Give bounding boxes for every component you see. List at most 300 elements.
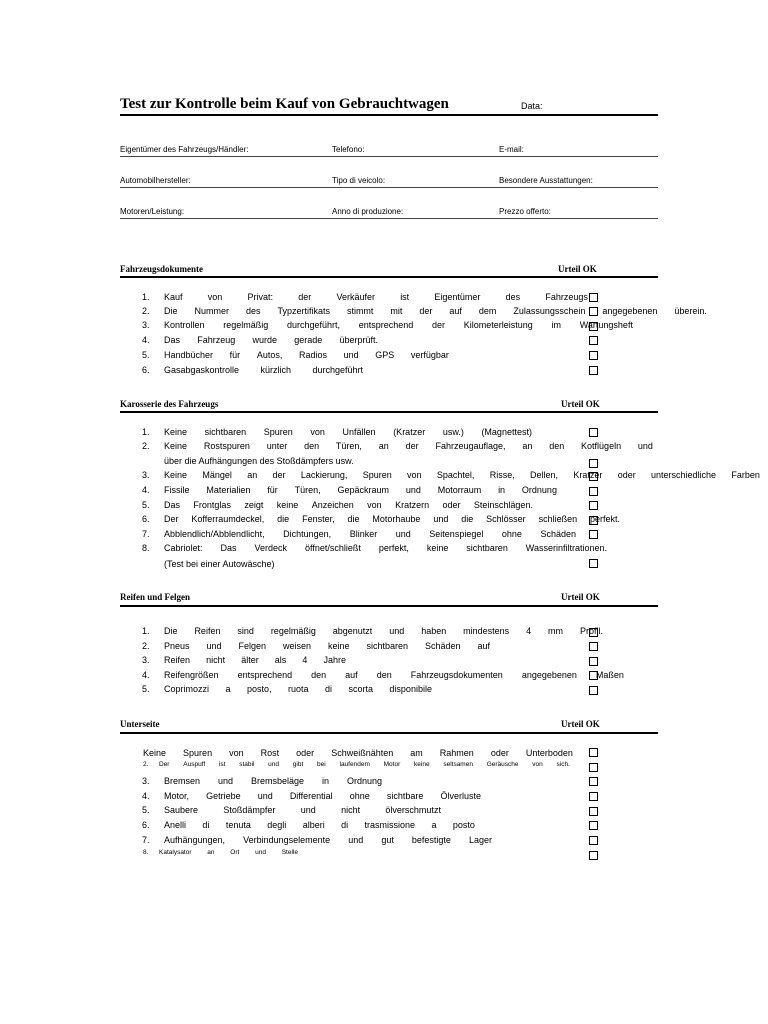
item-word: Der	[164, 514, 179, 524]
item-word: Kontrollen	[164, 320, 205, 330]
item-word: ist	[218, 761, 226, 768]
ok-checkbox[interactable]	[589, 336, 598, 345]
item-word: unter	[266, 441, 288, 451]
item-word: Profil.	[579, 626, 603, 636]
item-word: gerade	[294, 335, 323, 345]
ok-checkbox[interactable]	[589, 428, 598, 437]
item-word: Motorhaube	[372, 514, 421, 524]
item-word: GPS	[375, 350, 395, 360]
checklist-item-text	[164, 543, 607, 553]
item-word: regelmäßig	[223, 320, 269, 330]
item-word: regelmäßig	[270, 626, 316, 636]
item-number: 5.	[142, 350, 150, 360]
page-title: Test zur Kontrolle beim Kauf von Gebrauchtwagen	[120, 96, 449, 112]
item-word: sind	[237, 626, 254, 636]
item-word: Unfällen	[342, 427, 376, 437]
item-number: 1.	[142, 292, 150, 302]
item-word: und	[300, 805, 316, 815]
item-word: oder	[490, 748, 509, 758]
item-number: 4.	[142, 335, 150, 345]
ok-checkbox[interactable]	[589, 293, 598, 302]
ok-checkbox[interactable]	[589, 322, 598, 331]
item-word: ist	[400, 292, 410, 302]
item-word: oder	[296, 748, 315, 758]
item-word: ohne	[501, 529, 522, 539]
item-word: Coprimozzi	[164, 684, 210, 694]
urteil-ok-header: Urteil OK	[561, 399, 600, 409]
item-word: keine	[276, 500, 299, 510]
item-word: Frontglas	[193, 500, 231, 510]
item-word: Katalysator	[159, 849, 192, 856]
item-word: der	[405, 441, 419, 451]
checklist-item-continuation: über die Aufhängungen des Stoßdämpfers usw.	[164, 456, 354, 466]
checklist-item-text	[164, 529, 576, 539]
ok-checkbox[interactable]	[589, 559, 598, 568]
item-word: perfekt,	[378, 543, 409, 553]
item-word: dem	[478, 306, 497, 316]
item-word: mindestens	[463, 626, 510, 636]
item-word: Verdeck	[254, 543, 288, 553]
item-word: Die	[164, 626, 178, 636]
item-word: und	[255, 849, 266, 856]
ok-checkbox[interactable]	[589, 351, 598, 360]
item-word: oder	[617, 470, 636, 480]
item-number: 3.	[142, 776, 150, 786]
item-word: die	[277, 514, 290, 524]
item-number: 2.	[142, 441, 150, 451]
ok-checkbox[interactable]	[589, 307, 598, 316]
item-word: Türen,	[335, 441, 362, 451]
item-word: ohne	[349, 791, 370, 801]
item-word: Maßen	[595, 670, 624, 680]
item-word: Türen,	[294, 485, 321, 495]
item-word: stimmt	[346, 306, 374, 316]
item-word: scorta	[348, 684, 373, 694]
item-word: den	[549, 441, 565, 451]
item-word: Reifengrößen	[164, 670, 219, 680]
item-word: älter	[241, 655, 259, 665]
item-word: und	[217, 776, 234, 786]
item-word: Ölverluste	[440, 791, 481, 801]
item-word: keine	[327, 641, 350, 651]
checklist-item-text	[164, 514, 620, 524]
item-word: den	[304, 441, 320, 451]
item-word: überein.	[674, 306, 707, 316]
item-word: an	[247, 470, 258, 480]
ok-checkbox[interactable]	[589, 516, 598, 525]
item-number: 3.	[142, 655, 150, 665]
checklist-item-text	[164, 485, 557, 495]
item-number: 3.	[142, 470, 150, 480]
checklist-item-text	[164, 805, 441, 815]
item-word: von	[310, 427, 325, 437]
checklist-item-text	[164, 835, 492, 845]
item-word: der	[419, 306, 433, 316]
section-title: Fahrzeugsdokumente	[120, 264, 203, 274]
item-word: Zulassungsschein	[513, 306, 586, 316]
item-word: wurde	[252, 335, 277, 345]
urteil-ok-header: Urteil OK	[561, 592, 600, 602]
item-word: Lackierung,	[300, 470, 348, 480]
item-word: Dichtungen,	[283, 529, 332, 539]
item-word: an	[522, 441, 533, 451]
item-word: von	[367, 500, 382, 510]
item-word: disponibile	[389, 684, 432, 694]
ok-checkbox[interactable]	[589, 763, 598, 772]
item-word: Spachtel,	[436, 470, 475, 480]
field-rule	[120, 187, 658, 188]
item-word: Seitenspiegel	[429, 529, 484, 539]
item-word: Nummer	[194, 306, 229, 316]
section-title: Reifen und Felgen	[120, 592, 191, 602]
item-word: und	[348, 835, 364, 845]
field-rule	[120, 218, 658, 219]
item-word: von	[207, 292, 223, 302]
checklist-item-continuation: (Test bei einer Autowäsche)	[164, 559, 275, 569]
equipment-label: Besondere Ausstattungen:	[499, 176, 593, 185]
item-word: a	[225, 684, 231, 694]
item-word: Gasabgaskontrolle	[164, 365, 240, 375]
item-number: 2.	[142, 306, 150, 316]
item-number: 5.	[142, 684, 150, 694]
item-word: von	[229, 748, 244, 758]
item-word: Fenster,	[302, 514, 335, 524]
item-word: Differential	[289, 791, 333, 801]
item-word: Rost	[260, 748, 280, 758]
item-word: und	[257, 791, 273, 801]
item-number: 8.	[142, 543, 150, 553]
item-word: stabil	[239, 761, 255, 768]
item-word: und	[395, 529, 411, 539]
item-word: Rahmen	[439, 748, 474, 758]
item-word: und	[433, 514, 449, 524]
item-word: Spuren	[362, 470, 392, 480]
item-word: Mängel	[202, 470, 232, 480]
item-word: Gepäckraum	[337, 485, 389, 495]
item-word: durchgeführt,	[287, 320, 341, 330]
item-word: Keine	[164, 427, 188, 437]
item-word: weisen	[283, 641, 312, 651]
checklist-item-text	[164, 820, 475, 830]
checklist-item-text	[164, 776, 382, 786]
ok-checkbox[interactable]	[589, 628, 598, 637]
item-word: Fissile	[164, 485, 190, 495]
checklist-item-text	[164, 670, 624, 680]
ok-checkbox[interactable]	[589, 807, 598, 816]
item-word: sichtbaren	[466, 543, 508, 553]
item-word: Motor	[383, 761, 401, 768]
item-word: Aufhängungen,	[164, 835, 226, 845]
checklist-item-text	[164, 641, 490, 651]
item-word: auf	[345, 670, 358, 680]
engine-label: Motoren/Leistung:	[120, 207, 185, 216]
year-label: Anno di produzione:	[332, 207, 404, 216]
checklist-item-text	[164, 470, 760, 480]
price-label: Prezzo offerto:	[499, 207, 551, 216]
section-rule	[120, 276, 658, 278]
item-word: Steinschlägen.	[473, 500, 533, 510]
item-word: Verkäufer	[336, 292, 375, 302]
item-word: auf	[477, 641, 490, 651]
item-word: Motorraum	[437, 485, 482, 495]
ok-checkbox[interactable]	[589, 366, 598, 375]
item-number: 2.	[142, 641, 150, 651]
item-word: keine	[414, 761, 430, 768]
item-word: und	[206, 641, 222, 651]
checklist-item-text	[164, 365, 363, 375]
item-word: Typzertifikats	[277, 306, 330, 316]
item-word: mm	[548, 626, 564, 636]
item-word: Stelle	[281, 849, 298, 856]
item-word: die	[347, 514, 360, 524]
ok-checkbox[interactable]	[589, 836, 598, 845]
ok-checkbox[interactable]	[589, 642, 598, 651]
item-word: (Magnettest)	[481, 427, 532, 437]
item-word: di	[341, 820, 349, 830]
item-number: 4.	[142, 791, 150, 801]
item-word: der	[272, 470, 286, 480]
item-word: Eigentümer	[434, 292, 481, 302]
item-word: und	[389, 626, 405, 636]
checklist-item-text	[159, 849, 298, 856]
ok-checkbox[interactable]	[589, 472, 598, 481]
item-word: in	[498, 485, 506, 495]
item-word: als	[274, 655, 287, 665]
item-number: 6.	[142, 365, 150, 375]
item-word: di	[324, 684, 332, 694]
item-word: Autos,	[256, 350, 283, 360]
item-word: Kratzer	[573, 470, 603, 480]
item-word: Der	[159, 761, 170, 768]
section-rule	[120, 605, 658, 607]
item-word: am	[410, 748, 423, 758]
item-word: Unterboden	[525, 748, 573, 758]
item-word: mit	[390, 306, 403, 316]
item-word: die	[461, 514, 474, 524]
item-word: ruota	[287, 684, 309, 694]
item-number: 4.	[142, 670, 150, 680]
checklist-item-text	[164, 306, 707, 316]
item-number: 4.	[142, 485, 150, 495]
item-word: posto	[452, 820, 475, 830]
item-word: Fahrzeug	[197, 335, 236, 345]
checklist-item-text	[164, 500, 533, 510]
item-word: Motor,	[164, 791, 190, 801]
item-word: von	[532, 761, 543, 768]
item-word: Ordnung	[521, 485, 557, 495]
item-word: Schlösser	[486, 514, 526, 524]
item-word: für	[229, 350, 241, 360]
item-word: Das	[164, 500, 181, 510]
item-word: unterschiedliche	[651, 470, 717, 480]
item-number: 3.	[142, 320, 150, 330]
item-word: sichtbaren	[366, 641, 408, 651]
item-word: Cabriolet:	[164, 543, 203, 553]
item-word: Bremsen	[164, 776, 201, 786]
item-word: Anelli	[164, 820, 187, 830]
item-word: und	[268, 761, 280, 768]
ok-checkbox[interactable]	[589, 501, 598, 510]
item-word: trasmissione	[364, 820, 416, 830]
item-word: Saubere	[164, 805, 199, 815]
item-number: 6.	[142, 514, 150, 524]
section-title: Unterseite	[120, 719, 160, 729]
phone-label: Telefono:	[332, 145, 365, 154]
item-word: haben	[421, 626, 447, 636]
item-word: in	[321, 776, 329, 786]
checklist-item-text	[159, 761, 570, 768]
item-word: 4	[302, 655, 308, 665]
item-number: 1.	[142, 427, 150, 437]
item-word: und	[405, 485, 421, 495]
item-word: den	[311, 670, 327, 680]
ok-checkbox[interactable]	[589, 686, 598, 695]
item-word: befestigte	[411, 835, 451, 845]
item-word: Handbücher	[164, 350, 214, 360]
item-word: Verbindungselemente	[243, 835, 331, 845]
checklist-item-text	[164, 655, 346, 665]
item-word: Rostspuren	[203, 441, 250, 451]
item-word: Lager	[468, 835, 492, 845]
item-word: entsprechend	[237, 670, 293, 680]
item-word: Pneus	[164, 641, 190, 651]
item-word: Keine	[143, 748, 167, 758]
ok-checkbox[interactable]	[589, 459, 598, 468]
item-word: Das	[164, 335, 181, 345]
checklist-item-text	[164, 335, 378, 345]
item-word: Kilometerleistung	[463, 320, 533, 330]
item-word: nicht	[206, 655, 226, 665]
item-word: Wartungsheft	[579, 320, 633, 330]
item-word: bei	[317, 761, 326, 768]
item-word: schließen	[538, 514, 578, 524]
item-word: Reifen	[194, 626, 221, 636]
item-word: gut	[381, 835, 394, 845]
item-word: Das	[220, 543, 237, 553]
item-word: entsprechend	[358, 320, 414, 330]
ok-checkbox[interactable]	[589, 777, 598, 786]
item-word: Spuren	[263, 427, 293, 437]
checklist-item-text	[164, 427, 532, 437]
item-word: degli	[267, 820, 287, 830]
item-word: und	[343, 350, 359, 360]
date-label: Data:	[521, 101, 543, 111]
ok-checkbox[interactable]	[589, 821, 598, 830]
item-word: Auspuff	[183, 761, 206, 768]
checklist-item-text	[164, 320, 633, 330]
item-word: Spuren	[183, 748, 213, 758]
item-number: 5.	[142, 500, 150, 510]
item-number: 6.	[142, 820, 150, 830]
item-word: an	[378, 441, 389, 451]
item-word: nicht	[341, 805, 361, 815]
item-word: kürzlich	[260, 365, 291, 375]
item-word: abgenutzt	[332, 626, 373, 636]
urteil-ok-header: Urteil OK	[558, 264, 597, 274]
item-word: Kotflügeln	[581, 441, 622, 451]
item-number: 1.	[142, 626, 150, 636]
item-word: Radios	[298, 350, 327, 360]
item-word: ölverschmutzt	[385, 805, 441, 815]
ok-checkbox[interactable]	[589, 487, 598, 496]
item-word: Dellen,	[530, 470, 559, 480]
item-word: Geräusche	[486, 761, 519, 768]
item-word: von	[407, 470, 422, 480]
item-word: der	[432, 320, 446, 330]
vehicle-type-label: Tipo di veicolo:	[332, 176, 386, 185]
item-word: Fahrzeugauflage,	[435, 441, 506, 451]
item-word: zeigt	[244, 500, 264, 510]
checklist-item-text	[164, 791, 481, 801]
item-word: für	[267, 485, 278, 495]
item-word: 4	[526, 626, 532, 636]
item-word: angegebenen	[521, 670, 577, 680]
item-word: an	[207, 849, 215, 856]
section-rule	[120, 732, 658, 734]
item-word: Keine	[164, 470, 188, 480]
item-word: Schweißnähten	[331, 748, 394, 758]
checklist-item-text	[164, 292, 588, 302]
item-word: Kratzern	[395, 500, 430, 510]
item-word: sichtbaren	[204, 427, 247, 437]
item-word: Risse,	[489, 470, 515, 480]
checklist-item-text	[143, 748, 573, 758]
item-word: alberi	[302, 820, 325, 830]
item-word: auf	[449, 306, 462, 316]
item-word: laufendem	[339, 761, 370, 768]
item-word: der	[298, 292, 312, 302]
item-word: Farben	[731, 470, 760, 480]
checklist-item-text	[164, 684, 432, 694]
item-word: di	[202, 820, 210, 830]
item-word: posto,	[246, 684, 272, 694]
item-word: oder	[442, 500, 461, 510]
item-word: Ort	[230, 849, 240, 856]
ok-checkbox[interactable]	[589, 671, 598, 680]
ok-checkbox[interactable]	[589, 851, 598, 860]
item-word: usw.)	[442, 427, 464, 437]
item-word: Stoßdämpfer	[223, 805, 276, 815]
ok-checkbox[interactable]	[589, 530, 598, 539]
title-rule	[120, 114, 658, 116]
item-word: Schäden	[540, 529, 576, 539]
item-word: Schäden	[424, 641, 461, 651]
checklist-item-text	[164, 350, 449, 360]
section-rule	[120, 411, 658, 413]
ok-checkbox[interactable]	[589, 748, 598, 757]
item-word: überprüft.	[339, 335, 378, 345]
item-word: Die	[164, 306, 178, 316]
item-word: durchgeführt	[312, 365, 363, 375]
item-word: Anzeichen	[311, 500, 354, 510]
field-rule	[120, 156, 658, 157]
item-word: Privat:	[247, 292, 273, 302]
item-word: Reifen	[164, 655, 191, 665]
item-word: angegebenen	[602, 306, 658, 316]
item-word: öffnet/schließt	[304, 543, 361, 553]
item-word: im	[551, 320, 562, 330]
item-word: a	[431, 820, 437, 830]
ok-checkbox[interactable]	[589, 657, 598, 666]
ok-checkbox[interactable]	[589, 792, 598, 801]
item-word: den	[376, 670, 392, 680]
item-word: seltsamen	[443, 761, 473, 768]
item-word: sichtbare	[386, 791, 424, 801]
item-word: Getriebe	[206, 791, 241, 801]
item-word: Bremsbeläge	[250, 776, 305, 786]
item-word: Abblendlich/Abblendlicht,	[164, 529, 265, 539]
item-word: Kauf	[164, 292, 183, 302]
